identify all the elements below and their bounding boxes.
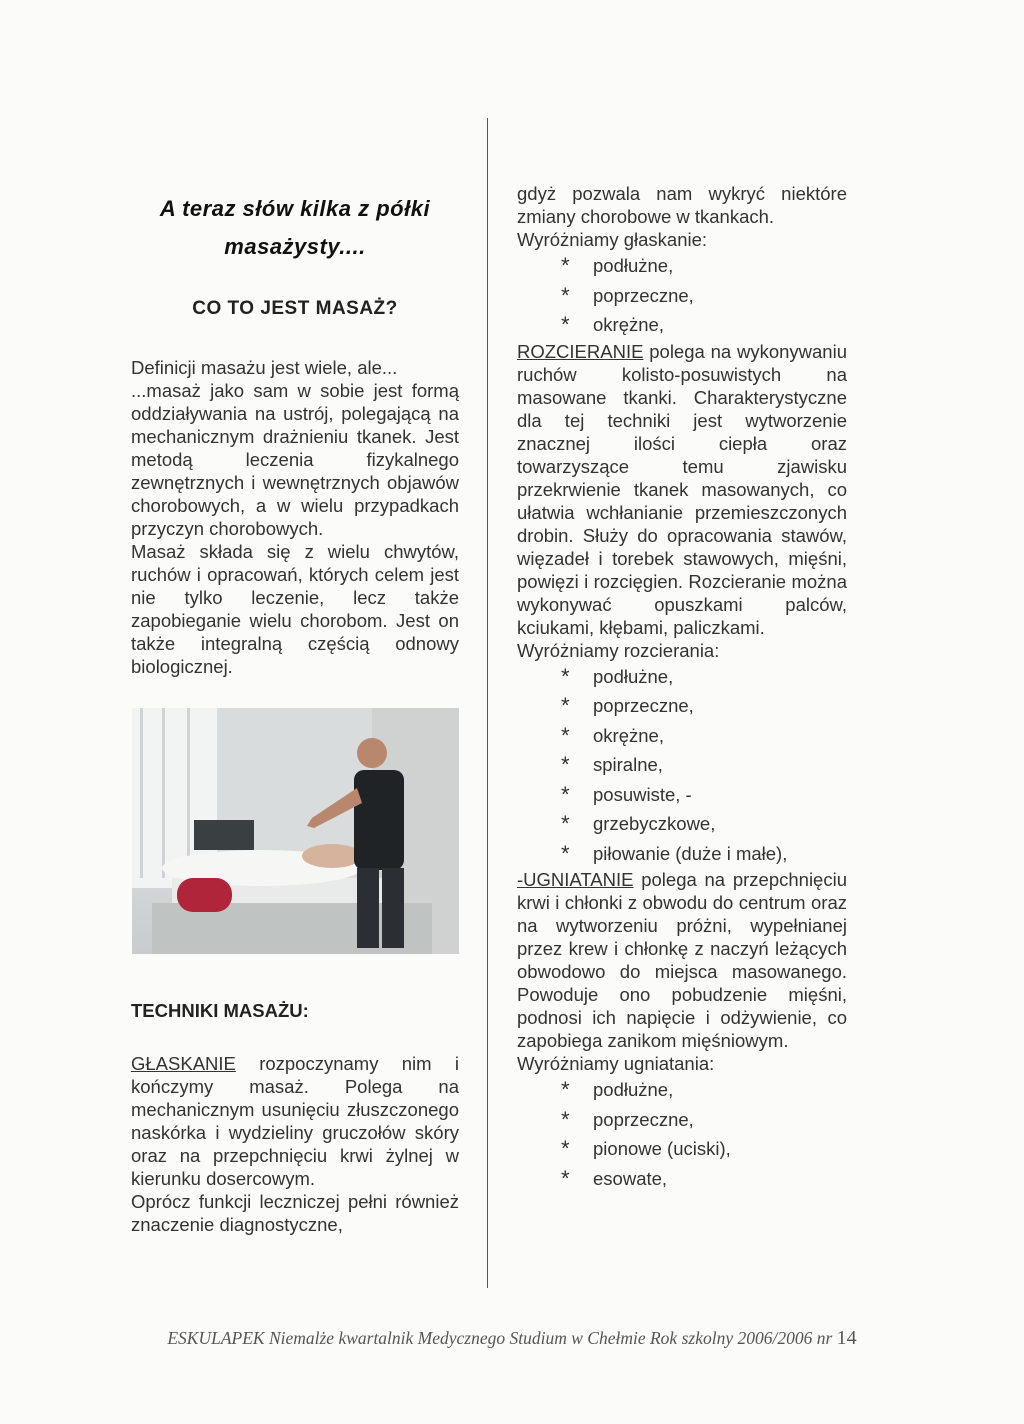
ugniatanie-types-intro: Wyróżniamy ugniatania: bbox=[517, 1053, 715, 1074]
list-item: * spiralne, bbox=[517, 750, 847, 780]
asterisk-icon: * bbox=[561, 781, 570, 807]
glaskanie-paragraph bbox=[131, 1052, 459, 1190]
page-footer bbox=[0, 1327, 1024, 1350]
list-item: * poprzeczne, bbox=[517, 691, 847, 721]
composition-paragraph: Masaż składa się z wielu chwytów, ruchów i opracowań, których celem jest nie tylko leczenie, lecz także zapobieganie wielu chorobom. Jest on także integralną częścią odnowy biologicznej. bbox=[131, 541, 459, 677]
glaskanie-types-list bbox=[517, 251, 847, 340]
massage-photo bbox=[132, 708, 459, 954]
glaskanie-types-intro: Wyróżniamy głaskanie: bbox=[517, 229, 708, 250]
rozcieranie-term: ROZCIERANIE bbox=[517, 340, 644, 362]
glaskanie-continuation: gdyż pozwala nam wykryć niektóre zmiany chorobowe w tkankach. bbox=[517, 183, 847, 227]
title-line-2: masażysty.... bbox=[224, 234, 366, 259]
ugniatanie-types-list bbox=[517, 1075, 847, 1193]
asterisk-icon: * bbox=[561, 693, 570, 718]
list-item: * okrężne, bbox=[517, 721, 847, 751]
asterisk-icon: * bbox=[561, 1106, 570, 1132]
list-item: * poprzeczne, bbox=[517, 281, 847, 311]
asterisk-icon: * bbox=[561, 253, 570, 278]
rozcieranie-paragraph bbox=[517, 340, 847, 639]
asterisk-icon: * bbox=[561, 1165, 570, 1191]
asterisk-icon: * bbox=[561, 1136, 570, 1161]
list-item: * okrężne, bbox=[517, 310, 847, 340]
ugniatanie-paragraph bbox=[517, 868, 847, 1052]
asterisk-icon: * bbox=[561, 663, 570, 689]
ugniatanie-term: -UGNIATANIE bbox=[517, 869, 634, 890]
list-item: * pionowe (uciski), bbox=[517, 1134, 847, 1164]
list-item: * posuwiste, - bbox=[517, 780, 847, 810]
issue-number: 14 bbox=[836, 1327, 857, 1349]
asterisk-icon: * bbox=[561, 282, 570, 308]
title-line-1: A teraz słów kilka z półki bbox=[159, 196, 431, 221]
asterisk-icon: * bbox=[561, 722, 570, 748]
asterisk-icon: * bbox=[561, 811, 570, 836]
asterisk-icon: * bbox=[561, 1077, 570, 1102]
list-item: * esowate, bbox=[517, 1164, 847, 1194]
glaskanie-diagnostic-paragraph: Oprócz funkcji leczniczej pełni również znaczenie diagnostyczne, bbox=[131, 1191, 459, 1235]
section-heading-what-is-massage: CO TO JEST MASAŻ? bbox=[192, 298, 398, 319]
right-column bbox=[517, 182, 847, 1193]
definition-paragraph: ...masaż jako sam w sobie jest formą oddziaływania na ustrój, polegającą na mechanicznym drażnieniu tkanek. Jest metodą leczenia fizykalnego zewnętrznych i wewnętrznych objawów chorobowych, a w wielu przypadkach przyczyn chorobowych. bbox=[131, 380, 459, 539]
ugniatanie-text: polega na przepchnięciu krwi i chłonki z obwodu do centrum oraz na wytworzeniu próżni, wypełnianej przez krew i chłonkę z naczyń leżących obwodowo do miejsca masowanego. Powoduje ono pobudzenie mięśni, podnosi ich napięcie i odżywienie, co zapobiega zanikom mięśniowym. bbox=[517, 869, 847, 1051]
glaskanie-text: rozpoczynamy nim i kończymy masaż. Polega na mechanicznym usunięciu złuszczonego naskórka i wydzieliny gruczołów skóry oraz na przepchnięciu krwi żylnej w kierunku dosercowym. bbox=[131, 1053, 459, 1189]
list-item: * piłowanie (duże i małe), bbox=[517, 839, 847, 869]
article-title bbox=[131, 190, 459, 266]
list-item: * podłużne, bbox=[517, 662, 847, 692]
asterisk-icon: * bbox=[561, 312, 570, 337]
definition-intro: Definicji masażu jest wiele, ale... bbox=[131, 357, 398, 378]
glaskanie-term: GŁASKANIE bbox=[131, 1053, 236, 1074]
column-divider bbox=[487, 118, 488, 1288]
asterisk-icon: * bbox=[561, 840, 570, 866]
list-item: * poprzeczne, bbox=[517, 1105, 847, 1135]
massage-photo-illustration bbox=[132, 708, 459, 954]
rozcieranie-types-list bbox=[517, 662, 847, 869]
list-item: * grzebyczkowe, bbox=[517, 809, 847, 839]
left-column bbox=[131, 190, 459, 1236]
footer-text: ESKULAPEK Niemalże kwartalnik Medycznego Studium w Chełmie Rok szkolny 2006/2006 nr bbox=[167, 1328, 837, 1348]
rozcieranie-text: polega na wykonywaniu ruchów kolisto-posuwistych na masowane tkanki. Charakterystyczne dla tej techniki jest wytworzenie znacznej ilości ciepła oraz towarzyszące temu zjawisku przekrwienie tkanek masowanych, co ułatwia wchłanianie przemieszczonych drobin. Służy do opracowania stawów, więzadeł i torebek stawowych, mięśni, powięzi i rozcięgien. Rozcieranie można wykonywać opuszkami palców, kciukami, kłębami, paliczkami. bbox=[517, 340, 847, 638]
list-item: * podłużne, bbox=[517, 1075, 847, 1105]
rozcieranie-types-intro: Wyróżniamy rozcierania: bbox=[517, 639, 720, 661]
asterisk-icon: * bbox=[561, 752, 570, 777]
section-heading-techniques: TECHNIKI MASAŻU: bbox=[131, 1000, 309, 1021]
list-item: * podłużne, bbox=[517, 251, 847, 281]
